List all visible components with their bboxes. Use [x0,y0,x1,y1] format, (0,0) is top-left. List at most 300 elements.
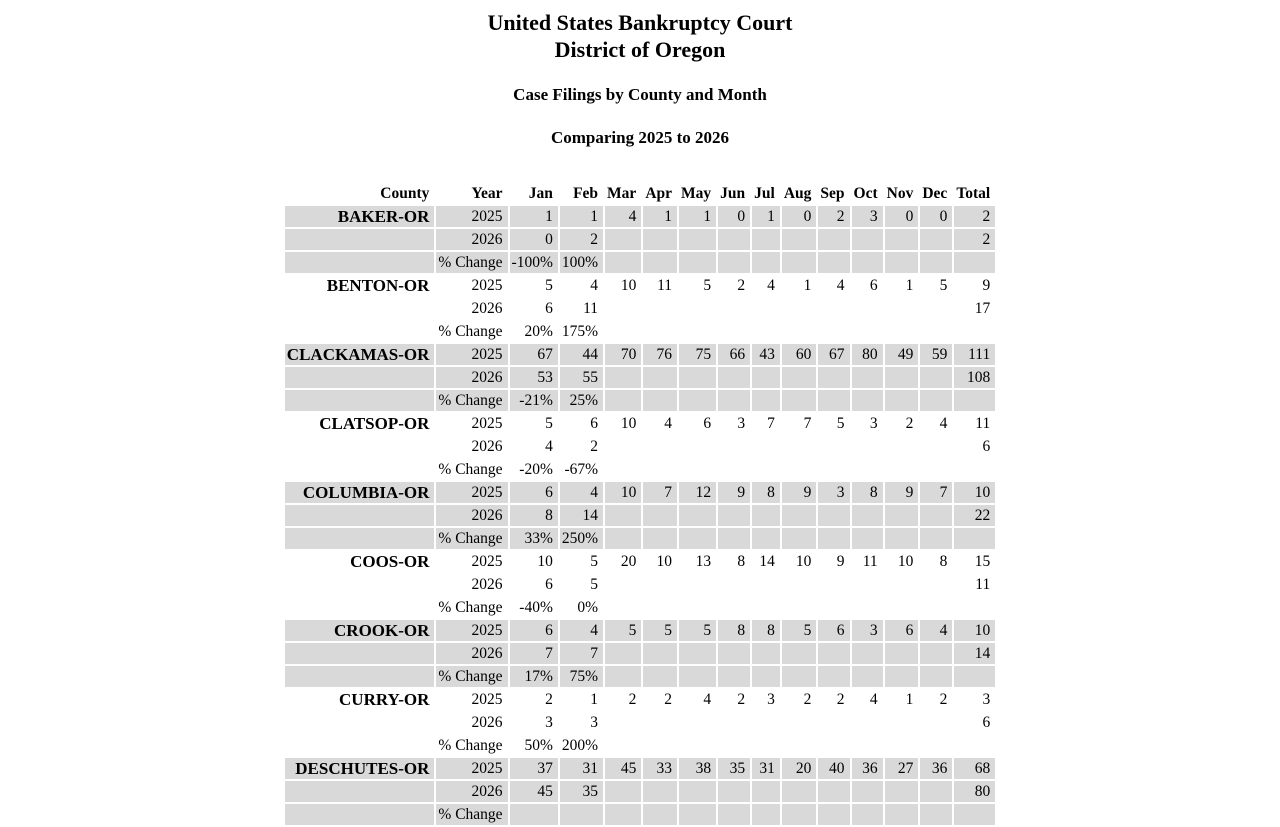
blank-month-cell [920,390,952,411]
blank-month-cell [643,735,677,756]
value-2025-apr: 4 [664,415,673,432]
blank-month-cell [643,390,677,411]
value-2025-apr: 1 [643,206,677,227]
value-2025-feb: 4 [560,482,603,503]
blank-month-cell [782,436,817,457]
value-2025-sep: 40 [818,758,849,779]
value-2025-oct: 3 [852,206,883,227]
pct-change-jan [510,804,558,825]
value-2025-jun: 8 [718,620,750,641]
table-body [285,206,995,825]
value-2025-jan: 37 [510,758,558,779]
value-2025-mar: 10 [620,277,637,294]
total-2025-cell: 10 [954,620,995,641]
value-2025-mar: 70 [605,344,641,365]
row-coos-or-2026 [285,574,995,595]
row-deschutes-or-2026 [285,781,995,802]
blank-month-cell [885,252,919,273]
blank-month-cell [679,735,716,756]
blank-month-cell [718,436,750,457]
value-2025-nov: 9 [885,482,919,503]
blank-month-cell [679,252,716,273]
blank-month-cell [679,804,716,825]
row-coos-or-2025 [285,551,995,572]
value-2025-aug: 5 [782,620,817,641]
value-2025-apr: 10 [656,553,673,570]
blank-month-cell [643,574,677,595]
blank-month-cell [782,321,817,342]
blank-month-cell [885,367,919,388]
value-2025-may: 5 [703,277,712,294]
blank-month-cell [679,436,716,457]
blank-month-cell [885,459,919,480]
county-blank-cell [285,528,435,549]
column-header-jul: Jul [754,185,775,202]
blank-month-cell [752,643,780,664]
value-2025-sep: 6 [818,620,849,641]
value-2025-jan: 1 [510,206,558,227]
value-2025-jun: 2 [737,277,746,294]
blank-month-cell [852,298,883,319]
blank-total-cell [954,666,995,687]
county-blank-cell [285,367,435,388]
column-header-county: County [380,185,430,202]
blank-month-cell [852,390,883,411]
blank-month-cell [643,804,677,825]
blank-month-cell [920,505,952,526]
blank-month-cell [885,712,919,733]
year-cell: 2026 [436,367,507,388]
blank-month-cell [752,597,780,618]
value-2025-may: 12 [679,482,716,503]
blank-month-cell [718,804,750,825]
value-2025-may: 5 [679,620,716,641]
blank-month-cell [679,643,716,664]
value-2025-jan: 10 [537,553,553,570]
case-filings-table [283,181,997,827]
blank-month-cell [718,367,750,388]
column-header-may: May [681,185,712,202]
value-2025-jul: 8 [752,482,780,503]
county-blank-cell [285,505,435,526]
row-deschutes-or-2025 [285,758,995,779]
blank-month-cell [818,574,849,595]
pct-change-feb: 75% [560,666,603,687]
value-2025-jan: 67 [510,344,558,365]
blank-month-cell [643,505,677,526]
value-2025-jan: 2 [545,691,553,708]
blank-month-cell [885,505,919,526]
pct-change-jan: 20% [524,323,553,340]
blank-month-cell [852,804,883,825]
blank-month-cell [885,735,919,756]
value-2025-feb: 5 [590,553,599,570]
pct-change-label-cell: % Change [436,666,507,687]
value-2025-aug: 10 [795,553,812,570]
blank-month-cell [782,459,817,480]
blank-month-cell [752,436,780,457]
column-header-mar: Mar [607,185,637,202]
row-clackamas-or-pct-change [285,390,995,411]
row-benton-or-2025 [285,275,995,296]
county-blank-cell [285,298,435,319]
blank-month-cell [643,781,677,802]
blank-total-cell [954,804,995,825]
blank-month-cell [782,298,817,319]
row-deschutes-or-pct-change [285,804,995,825]
blank-month-cell [782,252,817,273]
value-2026-jan: 7 [510,643,558,664]
row-crook-or-pct-change [285,666,995,687]
blank-month-cell [679,298,716,319]
value-2025-dec: 5 [939,277,948,294]
blank-month-cell [885,666,919,687]
value-2025-oct: 4 [869,691,878,708]
county-blank-cell [285,666,435,687]
blank-month-cell [885,804,919,825]
value-2025-oct: 11 [862,553,878,570]
value-2025-apr: 33 [643,758,677,779]
table-header [285,183,995,204]
blank-month-cell [852,643,883,664]
blank-month-cell [920,643,952,664]
value-2025-jun: 8 [737,553,746,570]
year-cell: 2025 [436,620,507,641]
blank-month-cell [782,505,817,526]
value-2025-nov: 27 [885,758,919,779]
pct-change-jan: -20% [519,461,553,478]
pct-change-label-cell: % Change [436,804,507,825]
value-2026-feb: 35 [560,781,603,802]
row-curry-or-pct-change [285,735,995,756]
year-cell: 2026 [471,576,503,593]
blank-month-cell [679,367,716,388]
report-header [0,0,1280,147]
blank-month-cell [718,528,750,549]
blank-month-cell [885,229,919,250]
blank-month-cell [818,597,849,618]
county-blank-cell [285,643,435,664]
blank-month-cell [852,735,883,756]
blank-month-cell [920,712,952,733]
blank-month-cell [752,252,780,273]
total-2026-cell: 17 [974,300,991,317]
blank-month-cell [852,367,883,388]
blank-month-cell [752,735,780,756]
blank-month-cell [920,666,952,687]
blank-month-cell [718,666,750,687]
blank-month-cell [852,781,883,802]
blank-month-cell [718,459,750,480]
blank-month-cell [818,459,849,480]
value-2025-feb: 44 [560,344,603,365]
total-2026-cell: 6 [982,714,991,731]
blank-month-cell [679,505,716,526]
value-2025-dec: 8 [939,553,948,570]
total-2026-cell: 2 [954,229,995,250]
blank-month-cell [605,643,641,664]
pct-change-label-cell: % Change [438,599,503,616]
row-columbia-or-pct-change [285,528,995,549]
blank-month-cell [782,781,817,802]
blank-month-cell [752,528,780,549]
blank-month-cell [782,367,817,388]
value-2025-aug: 0 [782,206,817,227]
blank-month-cell [605,229,641,250]
value-2025-jun: 66 [718,344,750,365]
blank-month-cell [643,712,677,733]
pct-change-jan: -21% [510,390,558,411]
blank-month-cell [643,321,677,342]
year-cell: 2026 [471,714,503,731]
blank-total-cell [954,459,995,480]
value-2025-jul: 4 [767,277,775,294]
value-2025-jul: 3 [767,691,775,708]
blank-month-cell [679,574,716,595]
blank-month-cell [920,459,952,480]
report-title-line2: District of Oregon [554,37,726,62]
year-cell: 2026 [471,300,503,317]
blank-month-cell [920,321,952,342]
year-cell: 2025 [471,277,503,294]
blank-month-cell [818,528,849,549]
value-2026-feb: 2 [590,438,599,455]
row-curry-or-2026 [285,712,995,733]
value-2025-aug: 1 [803,277,812,294]
column-header-aug: Aug [783,185,812,202]
county-blank-cell [285,436,435,457]
blank-month-cell [818,643,849,664]
blank-month-cell [718,735,750,756]
blank-month-cell [818,735,849,756]
county-name-cell: CURRY-OR [339,690,430,709]
county-blank-cell [285,390,435,411]
value-2025-mar: 4 [605,206,641,227]
blank-total-cell [954,321,995,342]
blank-month-cell [818,804,849,825]
row-clackamas-or-2025 [285,344,995,365]
value-2025-apr: 7 [643,482,677,503]
blank-month-cell [643,666,677,687]
row-benton-or-pct-change [285,321,995,342]
value-2025-may: 38 [679,758,716,779]
blank-month-cell [718,781,750,802]
blank-month-cell [752,390,780,411]
value-2026-jan: 4 [545,438,553,455]
blank-month-cell [752,367,780,388]
value-2026-jan: 6 [545,300,553,317]
blank-month-cell [782,804,817,825]
value-2025-apr: 11 [657,277,673,294]
year-cell: 2025 [471,691,503,708]
county-name-cell: COOS-OR [350,552,430,571]
value-2025-feb: 1 [590,691,599,708]
column-header-total: Total [956,185,991,202]
county-blank-cell [285,597,435,618]
value-2026-jan: 45 [510,781,558,802]
value-2025-oct: 3 [852,620,883,641]
value-2025-aug: 60 [782,344,817,365]
value-2025-dec: 7 [920,482,952,503]
total-2026-cell: 14 [954,643,995,664]
value-2025-sep: 67 [818,344,849,365]
county-blank-cell [285,735,435,756]
value-2026-feb: 55 [560,367,603,388]
blank-month-cell [679,390,716,411]
blank-month-cell [852,712,883,733]
blank-month-cell [920,436,952,457]
value-2025-dec: 4 [920,620,952,641]
pct-change-label-cell: % Change [436,390,507,411]
value-2026-feb: 5 [590,576,599,593]
total-2025-cell: 3 [982,691,991,708]
pct-change-feb [560,804,603,825]
total-2025-cell: 68 [954,758,995,779]
total-2026-cell: 11 [975,576,991,593]
total-2026-cell: 22 [954,505,995,526]
value-2026-jan: 6 [545,576,553,593]
blank-month-cell [679,229,716,250]
value-2025-jan: 5 [545,277,553,294]
blank-month-cell [643,298,677,319]
year-cell: 2025 [436,758,507,779]
value-2025-jul: 1 [752,206,780,227]
blank-month-cell [752,781,780,802]
year-cell: 2025 [436,344,507,365]
value-2026-jan: 0 [510,229,558,250]
row-benton-or-2026 [285,298,995,319]
blank-month-cell [752,666,780,687]
value-2025-jul: 31 [752,758,780,779]
pct-change-jan: 33% [510,528,558,549]
blank-month-cell [643,252,677,273]
value-2025-jun: 3 [737,415,746,432]
blank-month-cell [782,666,817,687]
value-2025-may: 75 [679,344,716,365]
column-header-year: Year [471,185,503,202]
total-2025-cell: 15 [974,553,991,570]
value-2025-aug: 9 [782,482,817,503]
row-crook-or-2026 [285,643,995,664]
value-2025-mar: 5 [605,620,641,641]
pct-change-jan: -100% [510,252,558,273]
row-columbia-or-2025 [285,482,995,503]
blank-month-cell [782,390,817,411]
value-2025-nov: 6 [885,620,919,641]
blank-month-cell [718,643,750,664]
blank-month-cell [605,781,641,802]
pct-change-label-cell: % Change [438,461,503,478]
blank-month-cell [885,298,919,319]
value-2025-feb: 1 [560,206,603,227]
value-2025-jun: 0 [718,206,750,227]
blank-month-cell [752,298,780,319]
blank-month-cell [752,321,780,342]
blank-month-cell [679,459,716,480]
value-2025-oct: 6 [869,277,878,294]
blank-total-cell [954,252,995,273]
value-2025-jul: 43 [752,344,780,365]
total-2026-cell: 108 [954,367,995,388]
blank-month-cell [782,528,817,549]
year-cell: 2026 [436,505,507,526]
blank-month-cell [605,390,641,411]
county-name-cell: BENTON-OR [326,276,430,295]
county-name-cell: CLATSOP-OR [319,414,430,433]
blank-month-cell [920,804,952,825]
value-2025-nov: 2 [905,415,914,432]
row-clatsop-or-2026 [285,436,995,457]
blank-month-cell [920,574,952,595]
value-2026-feb: 14 [560,505,603,526]
blank-month-cell [920,229,952,250]
blank-month-cell [852,666,883,687]
value-2025-may: 13 [695,553,712,570]
row-clackamas-or-2026 [285,367,995,388]
blank-month-cell [752,712,780,733]
value-2025-oct: 3 [869,415,878,432]
blank-month-cell [605,459,641,480]
value-2025-mar: 20 [620,553,637,570]
year-cell: 2026 [436,229,507,250]
column-header-dec: Dec [922,185,948,202]
county-blank-cell [285,252,435,273]
value-2025-may: 1 [679,206,716,227]
blank-month-cell [852,436,883,457]
blank-total-cell [954,735,995,756]
value-2025-sep: 3 [818,482,849,503]
county-name-cell: DESCHUTES-OR [285,758,435,779]
blank-month-cell [920,735,952,756]
value-2025-dec: 36 [920,758,952,779]
blank-month-cell [852,597,883,618]
pct-change-jan: 17% [510,666,558,687]
blank-total-cell [954,597,995,618]
pct-change-feb: 0% [577,599,599,616]
pct-change-label-cell: % Change [436,252,507,273]
county-blank-cell [285,781,435,802]
blank-month-cell [852,321,883,342]
blank-month-cell [643,367,677,388]
column-header-jan: Jan [528,185,553,202]
blank-month-cell [718,505,750,526]
total-2026-cell: 80 [954,781,995,802]
value-2025-oct: 80 [852,344,883,365]
value-2026-feb: 2 [560,229,603,250]
blank-month-cell [605,436,641,457]
blank-month-cell [782,229,817,250]
blank-month-cell [679,712,716,733]
column-header-nov: Nov [886,185,914,202]
value-2025-feb: 4 [560,620,603,641]
county-blank-cell [285,804,435,825]
blank-month-cell [885,528,919,549]
blank-month-cell [885,321,919,342]
year-cell: 2025 [436,482,507,503]
column-header-oct: Oct [853,185,878,202]
pct-change-label-cell: % Change [436,528,507,549]
county-name-cell: BAKER-OR [285,206,435,227]
blank-month-cell [605,666,641,687]
blank-month-cell [852,229,883,250]
value-2025-dec: 59 [920,344,952,365]
row-baker-or-2025 [285,206,995,227]
value-2025-jan: 5 [545,415,553,432]
value-2026-feb: 3 [590,714,599,731]
value-2025-aug: 7 [803,415,812,432]
report-title-line1: United States Bankruptcy Court [487,10,793,35]
blank-month-cell [718,321,750,342]
